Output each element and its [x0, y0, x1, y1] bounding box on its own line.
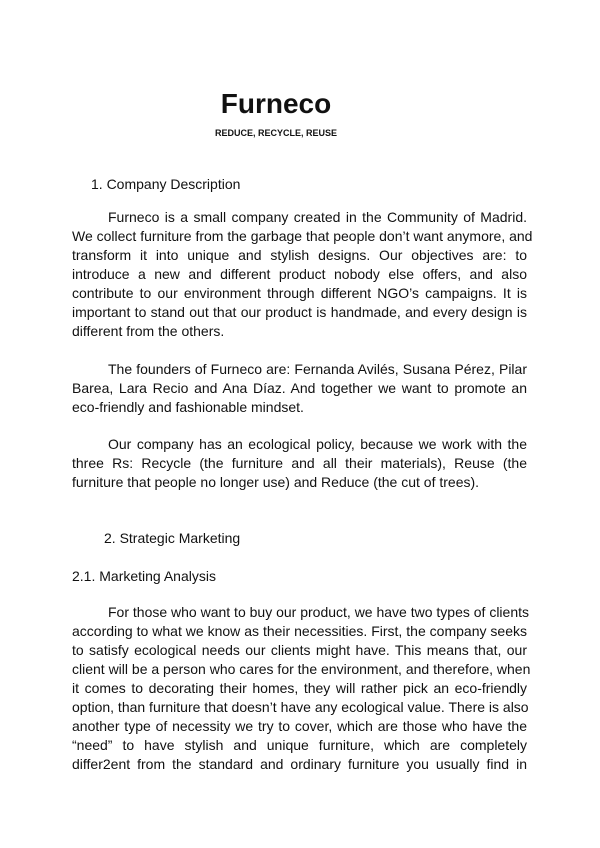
document-subtitle: REDUCE, RECYCLE, REUSE [214, 128, 338, 138]
paragraph-line: client will be a person who cares for the environment, and therefore, when [72, 661, 531, 677]
paragraph-ecological-policy [72, 435, 527, 492]
section-heading-strategic-marketing: 2. Strategic Marketing [104, 530, 241, 546]
paragraph-founders [72, 360, 527, 417]
paragraph-line: differ2ent from the standard and ordinary furniture you usually find in [72, 756, 527, 772]
paragraph-line: furniture that people no longer use) and Reduce (the cut of trees). [72, 474, 480, 490]
document-title: Furneco [220, 88, 332, 119]
paragraph-line: it comes to decorating their homes, they will rather pick an eco-friendly [72, 680, 527, 696]
paragraph-line: different from the others. [72, 323, 225, 339]
paragraph-line: another type of necessity we try to cover, which are those who have the [72, 718, 527, 734]
paragraph-line: to satisfy ecological needs our clients might have. This means that, our [72, 642, 527, 658]
paragraph-line: option, than furniture that doesn’t have any ecological value. There is also [72, 699, 529, 715]
paragraph-line: For those who want to buy our product, we have two types of clients [108, 604, 529, 620]
section-heading-company-description: 1. Company Description [91, 176, 241, 192]
paragraph-line: introduce a new and different product nobody else offers, and also [72, 266, 527, 282]
paragraph-line: important to stand out that our product is handmade, and every design is [72, 304, 527, 320]
paragraph-line: “need” to have stylish and unique furniture, which are completely [72, 737, 527, 753]
paragraph-line: transform it into unique and stylish designs. Our objectives are: to [72, 247, 527, 263]
paragraph-line: Furneco is a small company created in the Community of Madrid. [108, 209, 527, 225]
paragraph-line: according to what we know as their necessities. First, the company seeks [72, 623, 527, 639]
paragraph-line: We collect furniture from the garbage that people don’t want anymore, and [72, 228, 533, 244]
subsection-heading-marketing-analysis: 2.1. Marketing Analysis [72, 568, 216, 584]
paragraph-line: contribute to our environment through different NGO’s campaigns. It is [72, 285, 527, 301]
paragraph-marketing-analysis [72, 603, 531, 774]
paragraph-line: eco-friendly and fashionable mindset. [72, 399, 304, 415]
paragraph-line: Our company has an ecological policy, because we work with the [108, 436, 527, 452]
paragraph-line: Barea, Lara Recio and Ana Díaz. And together we want to promote an [72, 380, 527, 396]
paragraph-line: three Rs: Recycle (the furniture and all their materials), Reuse (the [72, 455, 527, 471]
paragraph-line: The founders of Furneco are: Fernanda Avilés, Susana Pérez, Pilar [108, 361, 527, 377]
paragraph-company-overview [72, 208, 533, 341]
